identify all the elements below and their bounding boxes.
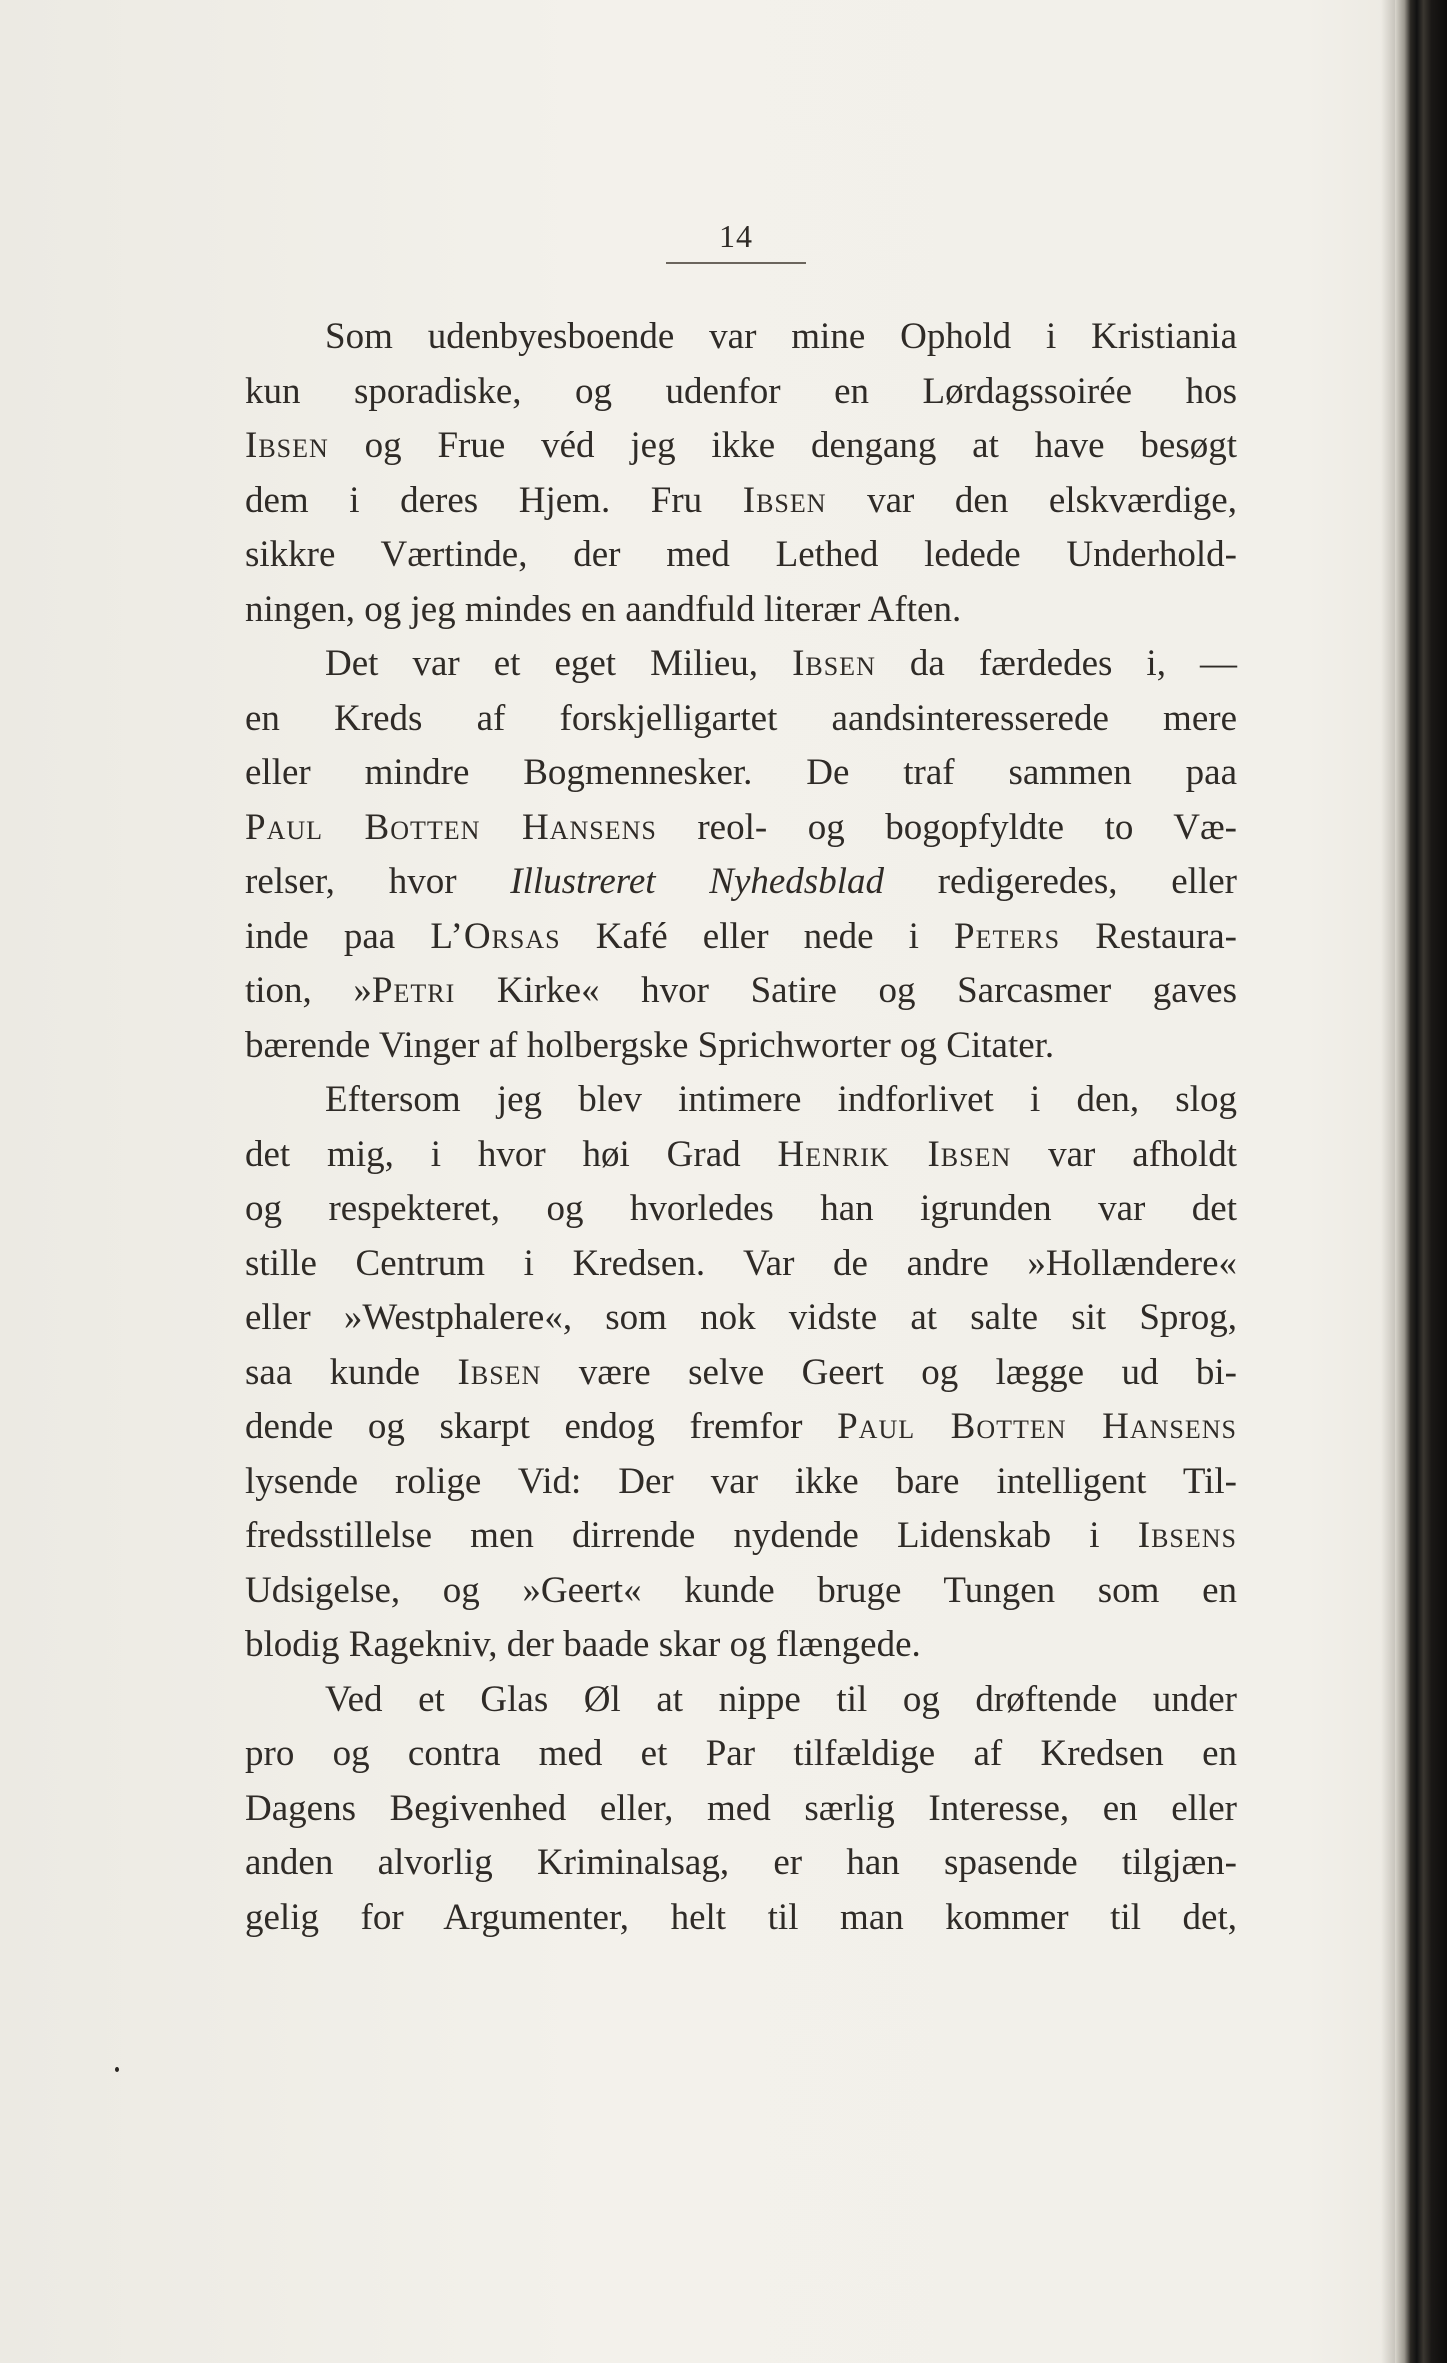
text-line (245, 1509, 1237, 1564)
text-line (245, 855, 1237, 910)
text-run: reol- og bogopfyldte to Væ- (656, 806, 1237, 848)
text-line (245, 1291, 1237, 1346)
text-line (245, 746, 1237, 801)
text-run: dende og skarpt endog fremfor (245, 1406, 838, 1447)
text-run: Det var et eget Milieu, (325, 643, 793, 684)
text-run: bærende Vinger af holbergske Sprichworter og Citater. (245, 1024, 1055, 1066)
text-line (245, 365, 1237, 420)
text-run: Kafé eller nede i (560, 915, 955, 957)
proper-name: L’Orsas (430, 915, 561, 957)
text-run: Dagens Begivenhed eller, med særlig Interesse, en eller (245, 1787, 1237, 1829)
text-run: inde paa (245, 915, 431, 957)
italic-title: Illustreret Nyhedsblad (510, 861, 884, 902)
text-run: gelig for Argumenter, helt til man kommer til det, (245, 1896, 1237, 1938)
proper-name: Ibsen (245, 425, 329, 466)
text-run: pro og contra med et Par tilfældige af Kredsen en (245, 1733, 1237, 1774)
text-run: redigeredes, eller (883, 861, 1237, 902)
text-run: var afholdt (1011, 1133, 1238, 1175)
proper-name: Petri (371, 970, 456, 1011)
text-line (245, 1182, 1237, 1237)
text-run: en Kreds af forskjelligartet aandsinteresserede mere (245, 697, 1237, 739)
text-run: Restaura- (1060, 915, 1237, 957)
text-line (245, 474, 1237, 529)
page-gutter-shadow (1381, 0, 1395, 2363)
text-run: og respekteret, og hvorledes han igrunden var det (245, 1188, 1237, 1229)
text-run: stille Centrum i Kredsen. Var de andre »Hollændere« (245, 1242, 1237, 1284)
text-line (245, 1727, 1237, 1782)
text-line (245, 1782, 1237, 1837)
text-line (245, 419, 1237, 474)
text-run: sikkre Værtinde, der med Lethed ledede Underhold- (245, 534, 1237, 575)
proper-name: Ibsen (792, 643, 876, 684)
body-text (245, 310, 1237, 1945)
text-run: Udsigelse, og »Geert« kunde bruge Tungen som en (245, 1569, 1237, 1611)
proper-name: Ibsen (742, 479, 827, 521)
text-run: anden alvorlig Kriminalsag, er han spasende tilgjæn- (245, 1842, 1237, 1883)
proper-name: Henrik Ibsen (777, 1133, 1012, 1175)
proper-name: Ibsen (457, 1351, 542, 1393)
text-run: eller mindre Bogmennesker. De traf sammen paa (245, 752, 1237, 793)
text-line (245, 1891, 1237, 1946)
page-number: 14 (719, 218, 753, 254)
text-run: eller »Westphalere«, som nok vidste at salte sit Sprog, (245, 1297, 1237, 1338)
proper-name: Paul Botten Hansens (837, 1406, 1237, 1447)
text-run: fredsstillelse men dirrende nydende Lidenskab i (245, 1515, 1138, 1556)
text-line (245, 1019, 1237, 1074)
text-line (245, 964, 1237, 1019)
text-run: dem i deres Hjem. Fru (245, 479, 743, 521)
text-line (245, 692, 1237, 747)
text-line (245, 1564, 1237, 1619)
text-line (245, 583, 1237, 638)
text-run: lysende rolige Vid: Der var ikke bare intelligent Til- (245, 1460, 1237, 1502)
text-line (245, 1455, 1237, 1510)
text-run: Kirke« hvor Satire og Sarcasmer gaves (455, 970, 1237, 1011)
text-run: relser, hvor (245, 861, 511, 902)
text-line (245, 1673, 1237, 1728)
text-run: og Frue véd jeg ikke dengang at have besøgt (328, 425, 1237, 466)
text-line (245, 637, 1237, 692)
text-run: være selve Geert og lægge ud bi- (541, 1351, 1237, 1393)
text-run: saa kunde (245, 1351, 458, 1393)
paper-speck (115, 2067, 119, 2072)
text-line (245, 1073, 1237, 1128)
text-run: da færdedes i, — (875, 643, 1237, 684)
text-line (245, 528, 1237, 583)
text-run: kun sporadiske, og udenfor en Lørdagssoirée hos (245, 370, 1237, 412)
text-run: tion, » (245, 970, 372, 1011)
text-run: ningen, og jeg mindes en aandfuld literær Aften. (245, 588, 962, 630)
text-line (245, 1618, 1237, 1673)
text-line (245, 1128, 1237, 1183)
text-run: var den elskværdige, (826, 479, 1237, 521)
text-run: Eftersom jeg blev intimere indforlivet i den, slog (325, 1079, 1237, 1120)
text-line (245, 801, 1237, 856)
text-line (245, 310, 1237, 365)
page-number-rule (666, 262, 806, 264)
text-line (245, 1346, 1237, 1401)
proper-name: Peters (954, 915, 1061, 957)
text-run: Ved et Glas Øl at nippe til og drøftende under (325, 1678, 1237, 1720)
text-line (245, 1836, 1237, 1891)
text-run: det mig, i hvor høi Grad (245, 1133, 778, 1175)
text-line (245, 910, 1237, 965)
text-line (245, 1400, 1237, 1455)
text-run: Som udenbyesboende var mine Ophold i Kristiania (325, 316, 1237, 357)
text-line (245, 1237, 1237, 1292)
proper-name: Ibsens (1137, 1515, 1237, 1556)
proper-name: Paul Botten Hansens (245, 806, 657, 848)
book-spine (1395, 0, 1447, 2363)
text-run: blodig Ragekniv, der baade skar og flængede. (245, 1624, 921, 1665)
